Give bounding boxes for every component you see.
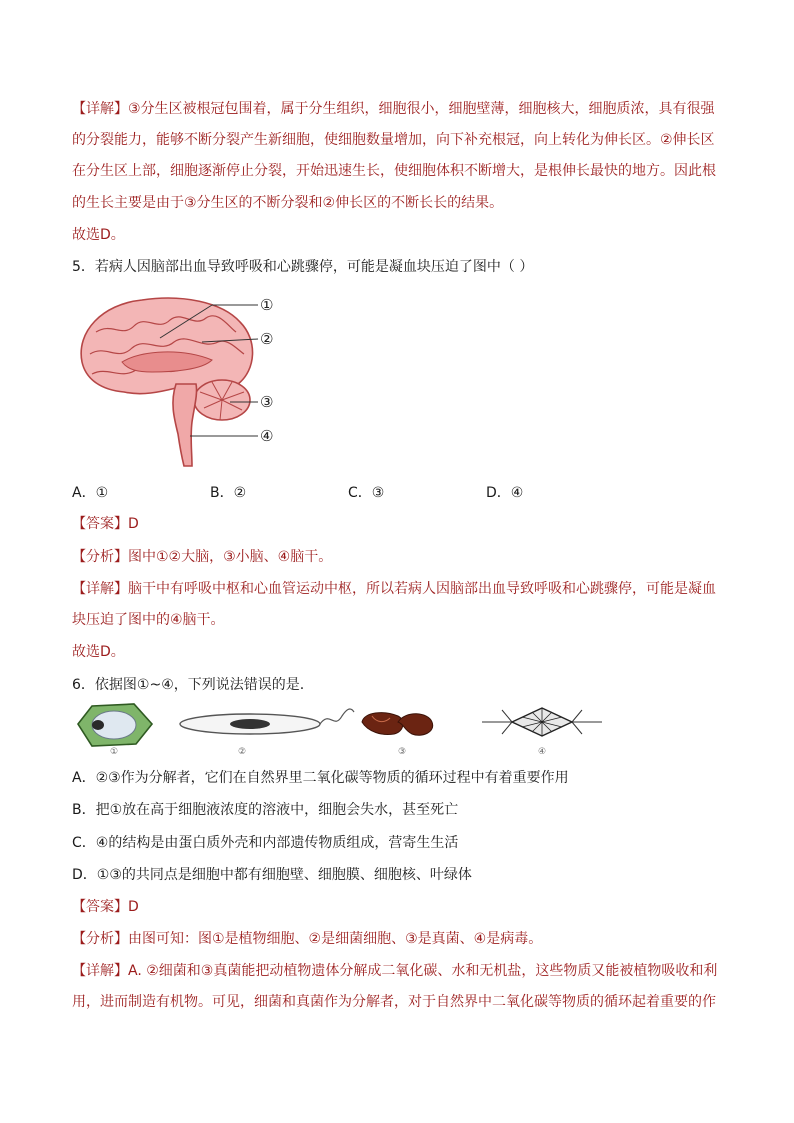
q4-detail-line-1: 【详解】③分生区被根冠包围着，属于分生组织，细胞很小，细胞壁薄，细胞核大，细胞质浓，具有很强: [72, 101, 715, 117]
organism-caption-1: ①: [110, 747, 119, 757]
q4-detail-line-4: 的生长主要是由于③分生区的不断分裂和②伸长区的不断长长的结果。: [72, 195, 504, 211]
q6-option-a: A．②③作为分解者，它们在自然界里二氧化碳等物质的循环过程中有着重要作用: [72, 770, 569, 786]
fungus-body: [362, 713, 403, 735]
detail-tag: 【详解】: [72, 101, 128, 117]
bacterium-flagellum: [320, 709, 354, 724]
q6-answer: 【答案】D: [72, 899, 139, 915]
q4-detail-line-3: 在分生区上部，细胞逐渐停止分裂，开始迅速生长，使细胞体积不断增大，是根伸长最快的地方。因此根: [72, 163, 716, 179]
q6-option-c: C．④的结构是由蛋白质外壳和内部遗传物质组成，营寄生生活: [72, 835, 459, 851]
organism-caption-3: ③: [398, 747, 407, 757]
fungus-body-2: [398, 714, 433, 736]
q5-option-b: B．②: [210, 485, 247, 501]
q5-analysis: 【分析】图中①②大脑，③小脑、④脑干。: [72, 549, 333, 565]
plant-cell-nucleus: [92, 720, 104, 730]
q4-conclusion: 故选D。: [72, 227, 125, 243]
q6-detail-line-2: 用，进而制造有机物。可见，细菌和真菌作为分解者，对于自然界中二氧化碳等物质的循环起着重要的作: [72, 994, 716, 1010]
brainstem-shape: [173, 384, 197, 466]
q6-question: 6．依据图①~④，下列说法错误的是.: [72, 677, 305, 693]
q6-option-b: B．把①放在高于细胞液浓度的溶液中，细胞会失水，甚至死亡: [72, 802, 459, 818]
figure-label-2: ②: [260, 330, 274, 348]
q5-option-d: D．④: [486, 485, 524, 501]
bacterium-dna: [230, 719, 270, 729]
figure-label-3: ③: [260, 393, 274, 411]
figure-label-4: ④: [260, 427, 274, 445]
q5-detail-line-2: 块压迫了图中的④脑干。: [72, 612, 225, 628]
q5-detail-line-1: 【详解】脑干中有呼吸中枢和心血管运动中枢，所以若病人因脑部出血导致呼吸和心跳骤停，可能是凝血: [72, 581, 716, 597]
q6-detail-line-1: 【详解】A. ②细菌和③真菌能把动植物遗体分解成二氧化碳、水和无机盐，这些物质又能被植物吸收和利: [72, 963, 718, 979]
figure-label-1: ①: [260, 296, 274, 314]
organism-caption-2: ②: [238, 747, 247, 757]
brain-figure: [72, 292, 292, 470]
q4-detail-line-2: 的分裂能力，能够不断分裂产生新细胞，使细胞数量增加，向下补充根冠，向上转化为伸长区。②伸长区: [72, 132, 715, 148]
q6-option-d: D．①③的共同点是细胞中都有细胞壁、细胞膜、细胞核、叶绿体: [72, 867, 472, 883]
q5-option-a: A．①: [72, 485, 109, 501]
organisms-figure: [72, 700, 602, 762]
q6-analysis: 【分析】由图可知：图①是植物细胞、②是细菌细胞、③是真菌、④是病毒。: [72, 931, 543, 947]
q5-answer: 【答案】D: [72, 516, 139, 532]
q5-conclusion: 故选D。: [72, 644, 125, 660]
organism-caption-4: ④: [538, 747, 547, 757]
q5-question: 5．若病人因脑部出血导致呼吸和心跳骤停，可能是凝血块压迫了图中（ ）: [72, 259, 534, 275]
q5-option-c: C．③: [348, 485, 385, 501]
